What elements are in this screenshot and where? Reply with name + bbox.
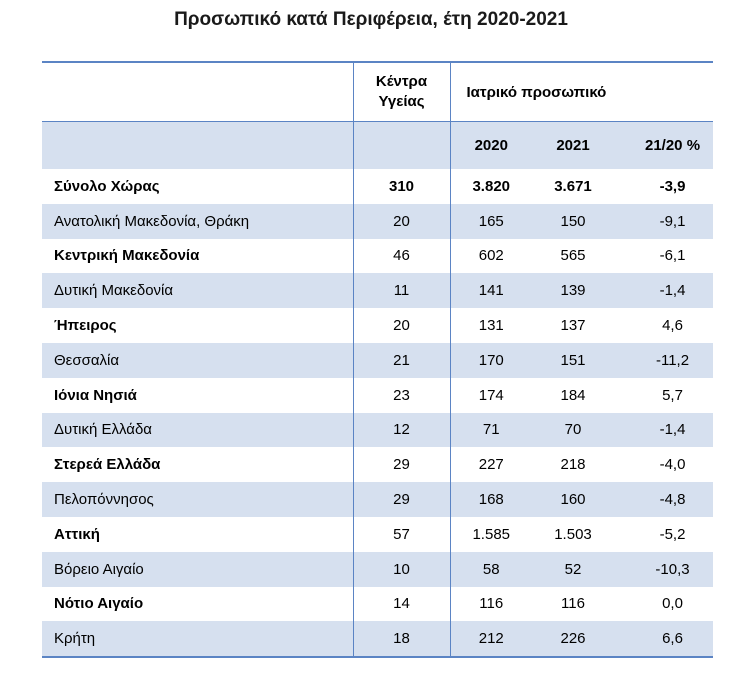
change-pct-value: -3,9 (659, 177, 686, 195)
health-centers-value: 11 (353, 273, 450, 308)
health-centers-value: 21 (353, 343, 450, 378)
table-row (42, 447, 713, 482)
change-pct-value: 5,7 (662, 386, 683, 404)
region-name: Δυτική Μακεδονία (42, 273, 353, 308)
region-name: Κεντρική Μακεδονία (54, 247, 200, 265)
health-centers-value: 29 (353, 447, 450, 482)
header-empty-cell (42, 122, 353, 170)
region-name: Δυτική Ελλάδα (42, 413, 353, 448)
value-2020: 227 (450, 447, 532, 482)
health-centers-value: 57 (353, 517, 450, 552)
value-2021: 151 (532, 343, 614, 378)
value-2020: 212 (450, 621, 532, 657)
table-row (42, 273, 713, 308)
value-2021: 150 (532, 204, 614, 239)
region-name: Ανατολική Μακεδονία, Θράκη (42, 204, 353, 239)
value-2020: 71 (450, 413, 532, 448)
header-health-centers: Κέντρα Υγείας (353, 62, 450, 122)
value-2021: 218 (560, 456, 586, 474)
region-name: Πελοπόννησος (42, 482, 353, 517)
header-year-2020: 2020 (450, 122, 532, 170)
table-row (42, 517, 713, 552)
region-name: Βόρειο Αιγαίο (42, 552, 353, 587)
health-centers-value: 10 (353, 552, 450, 587)
header-empty-cell (353, 122, 450, 170)
header-change-pct: 21/20 % (614, 122, 713, 170)
region-name: Στερεά Ελλάδα (54, 456, 161, 474)
health-centers-value: 12 (353, 413, 450, 448)
value-2021: 52 (532, 552, 614, 587)
change-pct-value: -11,2 (614, 343, 713, 378)
value-2021: 184 (560, 386, 586, 404)
value-2021: 139 (532, 273, 614, 308)
table-row (42, 204, 713, 239)
staff-table (42, 61, 713, 658)
value-2021: 3.671 (554, 177, 592, 195)
health-centers-value: 310 (353, 169, 450, 204)
table-row (42, 378, 713, 413)
value-2020: 170 (450, 343, 532, 378)
health-centers-value: 20 (353, 204, 450, 239)
header-medical-staff: Ιατρικό προσωπικό (450, 62, 713, 122)
change-pct-value: -5,2 (659, 525, 686, 543)
value-2020: 116 (450, 587, 532, 622)
table-row (42, 413, 713, 448)
change-pct-value: -1,4 (614, 273, 713, 308)
header-row-years (42, 122, 713, 170)
table-row (42, 169, 713, 204)
table-row (42, 587, 713, 622)
value-2021: 226 (532, 621, 614, 657)
value-2020: 58 (450, 552, 532, 587)
change-pct-value: -9,1 (614, 204, 713, 239)
table-row (42, 239, 713, 274)
table-row (42, 482, 713, 517)
value-2020: 141 (450, 273, 532, 308)
health-centers-value: 46 (353, 239, 450, 274)
health-centers-value: 20 (353, 308, 450, 343)
change-pct-value: -4,0 (659, 456, 686, 474)
health-centers-value: 29 (353, 482, 450, 517)
value-2020: 165 (450, 204, 532, 239)
change-pct-value: -1,4 (614, 413, 713, 448)
value-2021: 565 (560, 247, 586, 265)
header-row-top (42, 62, 713, 122)
value-2020: 131 (450, 308, 532, 343)
region-name: Ήπειρος (54, 317, 117, 335)
table-body (42, 169, 713, 657)
table-row (42, 552, 713, 587)
value-2021: 137 (560, 317, 586, 335)
header-year-2021: 2021 (532, 122, 614, 170)
region-name: Ιόνια Νησιά (54, 386, 137, 404)
table-row (42, 621, 713, 657)
region-name: Νότιο Αιγαίο (54, 595, 144, 613)
value-2021: 160 (532, 482, 614, 517)
region-name: Αττική (54, 525, 100, 543)
value-2020: 3.820 (450, 169, 532, 204)
table-row (42, 308, 713, 343)
region-name: Σύνολο Χώρας (54, 177, 160, 195)
value-2020: 1.585 (450, 517, 532, 552)
health-centers-value: 14 (353, 587, 450, 622)
health-centers-value: 23 (353, 378, 450, 413)
change-pct-value: 0,0 (662, 595, 683, 613)
page-title: Προσωπικό κατά Περιφέρεια, έτη 2020-2021 (174, 9, 568, 30)
staff-table-container (42, 61, 713, 658)
region-name: Θεσσαλία (42, 343, 353, 378)
change-pct-value: -6,1 (659, 247, 686, 265)
value-2021: 70 (532, 413, 614, 448)
value-2021: 1.503 (554, 525, 592, 543)
value-2021: 116 (561, 595, 585, 613)
health-centers-value: 18 (353, 621, 450, 657)
change-pct-value: -10,3 (614, 552, 713, 587)
region-name: Κρήτη (42, 621, 353, 657)
table-row (42, 343, 713, 378)
value-2020: 602 (450, 239, 532, 274)
value-2020: 174 (450, 378, 532, 413)
change-pct-value: -4,8 (614, 482, 713, 517)
value-2020: 168 (450, 482, 532, 517)
header-empty-cell (42, 62, 353, 122)
change-pct-value: 6,6 (614, 621, 713, 657)
change-pct-value: 4,6 (662, 317, 683, 335)
